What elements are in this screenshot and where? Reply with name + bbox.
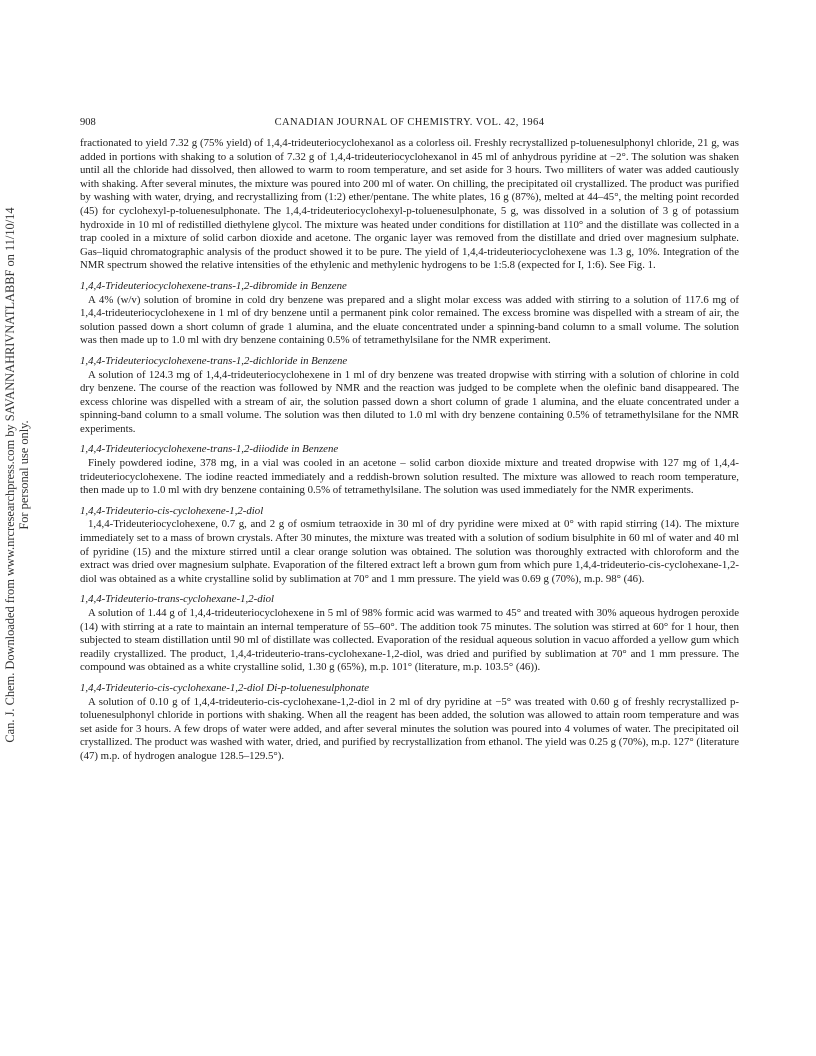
section-trans-diol [80, 593, 739, 675]
section-paragraph: A 4% (w/v) solution of bromine in cold dry benzene was prepared and a slight molar excess was added with stirring to a solution of 117.6 mg of 1,4,4-trideuteriocyclohexene in 1 ml of dry benzene until a permanent pink color remained. The excess bromine was dispelled with a stream of air, the solution passed down a short column of grade 1 alumina, and the eluate concentrated under a spinning-band column to a small volume. The solution was then made up to 1.0 ml with dry benzene containing 0.5% of tetramethylsilane for the NMR experiment. [80, 293, 739, 347]
section-dichloride [80, 355, 739, 437]
section-cis-diol [80, 505, 739, 587]
download-notice-line1: Can. J. Chem. Downloaded from www.nrcresearchpress.com by SAVANNAHRIVNATLABBF on 11/10/14 [3, 207, 17, 743]
section-heading: 1,4,4-Trideuterio-cis-cyclohexene-1,2-diol [80, 504, 264, 517]
page-number: 908 [80, 117, 96, 128]
page-header [80, 116, 739, 130]
section-dibromide [80, 280, 739, 348]
section-diiodide [80, 443, 739, 497]
section-ditosylate [80, 682, 739, 764]
section-heading: 1,4,4-Trideuteriocyclohexene-trans-1,2-dichloride in Benzene [80, 354, 348, 367]
section-heading: 1,4,4-Trideuterio-cis-cyclohexane-1,2-diol Di-p-toluenesulphonate [80, 681, 370, 694]
intro-paragraph: fractionated to yield 7.32 g (75% yield) of 1,4,4-trideuteriocyclohexanol as a colorless oil. Freshly recrystallized p-toluenesulphonyl chloride, 21 g, was added in portions with shaking to a solution of 7.32 g of 1,4,4-trideuteriocyclohexanol in 45 ml of anhydrous pyridine at −2°. The solution was shaken until all the chloride had dissolved, then allowed to warm to room temperature, and set aside for 3 hours. Two milliters of water was added cautiously with shaking. After several minutes, the mixture was poured into 200 ml of water. On chilling, the precipitated oil crystallized. The product was purified by washing with water, drying, and recrystallizing from (1:2) ether/pentane. The white plates, 16 g (87%), melted at 44–45°, the melting point recorded (45) for cyclohexyl-p-toluenesulphonate. The 1,4,4-trideuteriocyclohexyl-p-toluenesulphonate, 5 g, was dissolved in a solution of 3 g of potassium hydroxide in 10 ml of redistilled diethylene glycol. The mixture was heated under conditions for distillation at 110° and the distillate was collected in a trap cooled in a mixture of solid carbon dioxide and acetone. The organic layer was removed from the distillate and dried over magnesium sulphate. Gas–liquid chromatographic analysis of the product showed it to be pure. The yield of 1,4,4-trideuteriocyclohexene was 1.3 g, 10%. Integration of the NMR spectrum showed the relative intensities of the ethylenic and methylenic hydrogens to be 1:5.8 (expected for I, 1:6). See Fig. 1. [80, 137, 739, 272]
download-notice-sidebar [2, 207, 32, 743]
article-body [80, 137, 739, 764]
section-heading: 1,4,4-Trideuteriocyclohexene-trans-1,2-diiodide in Benzene [80, 443, 339, 456]
section-paragraph: A solution of 0.10 g of 1,4,4-trideuterio-cis-cyclohexane-1,2-diol in 2 ml of dry pyridine at −5° was treated with 0.60 g of freshly recrystallized p-toluenesulphonyl chloride in portions with shaking. When all the reagent has been added, the solution was allowed to attain room temperature and was set aside for 3 hours. A few drops of water were added, and after several minutes the solution was poured into 4 volumes of water. The precipitated oil crystallized. The product was washed with water, dried, and purified by recrystallization from ethanol. The yield was 0.25 g (70%), m.p. 127° (literature (47) m.p. of hydrogen analogue 128.5–129.5°). [80, 695, 739, 762]
section-paragraph: 1,4,4-Trideuteriocyclohexene, 0.7 g, and 2 g of osmium tetraoxide in 30 ml of dry pyridine were mixed at 0° with rapid stirring (14). The mixture immediately set to a mass of brown crystals. After 30 minutes, the mixture was treated with a solution of sodium bisulphite in 60 ml of water and 40 ml of pyridine (15) and the mixture stirred until a clear orange solution was obtained. The solution was thoroughly extracted with chloroform and the extract was dried over magnesium sulphate. Evaporation of the filtered extract left a brown gum from which pure 1,4,4-trideuterio-cis-cyclohexane-1,2-diol was obtained as a white crystalline solid by sublimation at 70° and 1 mm pressure. The yield was 0.69 g (70%), m.p. 98° (46). [80, 518, 739, 585]
running-head: CANADIAN JOURNAL OF CHEMISTRY. VOL. 42, 1964 [274, 117, 545, 128]
section-paragraph: A solution of 1.44 g of 1,4,4-trideuteriocyclohexene in 5 ml of 98% formic acid was warmed to 45° and treated with 30% aqueous hydrogen peroxide (14) with stirring at a rate to maintain an internal temperature of 55–60°. The addition took 75 minutes. The solution was stirred at 60° for 1 hour, then subjected to steam distillation until 90 ml of distillate was collected. Evaporation of the residual aqueous solution in vacuo afforded a yellow gum which readily crystallized. The product, 1,4,4-trideuterio-trans-cyclohexane-1,2-diol, was dried and purified by sublimation at 70° and 1 mm pressure. The compound was obtained as a white crystalline solid, 1.30 g (65%), m.p. 101° (literature, m.p. 103.5° (46)). [80, 607, 739, 674]
section-paragraph: A solution of 124.3 mg of 1,4,4-trideuteriocyclohexene in 1 ml of dry benzene was treated dropwise with stirring with a solution of chlorine in cold dry benzene. The course of the reaction was followed by NMR and the reaction was judged to be complete when the olefinic band disappeared. The excess chlorine was dispelled with a stream of air, the solution passed down a short column of grade 1 alumina, and the eluate concentrated under a spinning-band column to a small volume. The solution was then diluted to 1.0 ml with dry benzene containing 0.5% of tetramethylsilane for the NMR experiments. [80, 368, 739, 435]
section-heading: 1,4,4-Trideuteriocyclohexene-trans-1,2-dibromide in Benzene [80, 279, 347, 292]
section-paragraph: Finely powdered iodine, 378 mg, in a vial was cooled in an acetone – solid carbon dioxide mixture and treated dropwise with 127 mg of 1,4,4-trideuteriocyclohexene. The iodine reacted immediately and a reddish-brown solution resulted. The mixture was allowed to reach room temperature, then made up to 1.0 ml with dry benzene containing 0.5% of tetramethylsilane. The solution was used immediately for the NMR experiments. [80, 457, 739, 497]
download-notice-line2: For personal use only. [17, 420, 31, 530]
section-heading: 1,4,4-Trideuterio-trans-cyclohexane-1,2-diol [80, 593, 275, 606]
download-notice-text [3, 207, 31, 742]
